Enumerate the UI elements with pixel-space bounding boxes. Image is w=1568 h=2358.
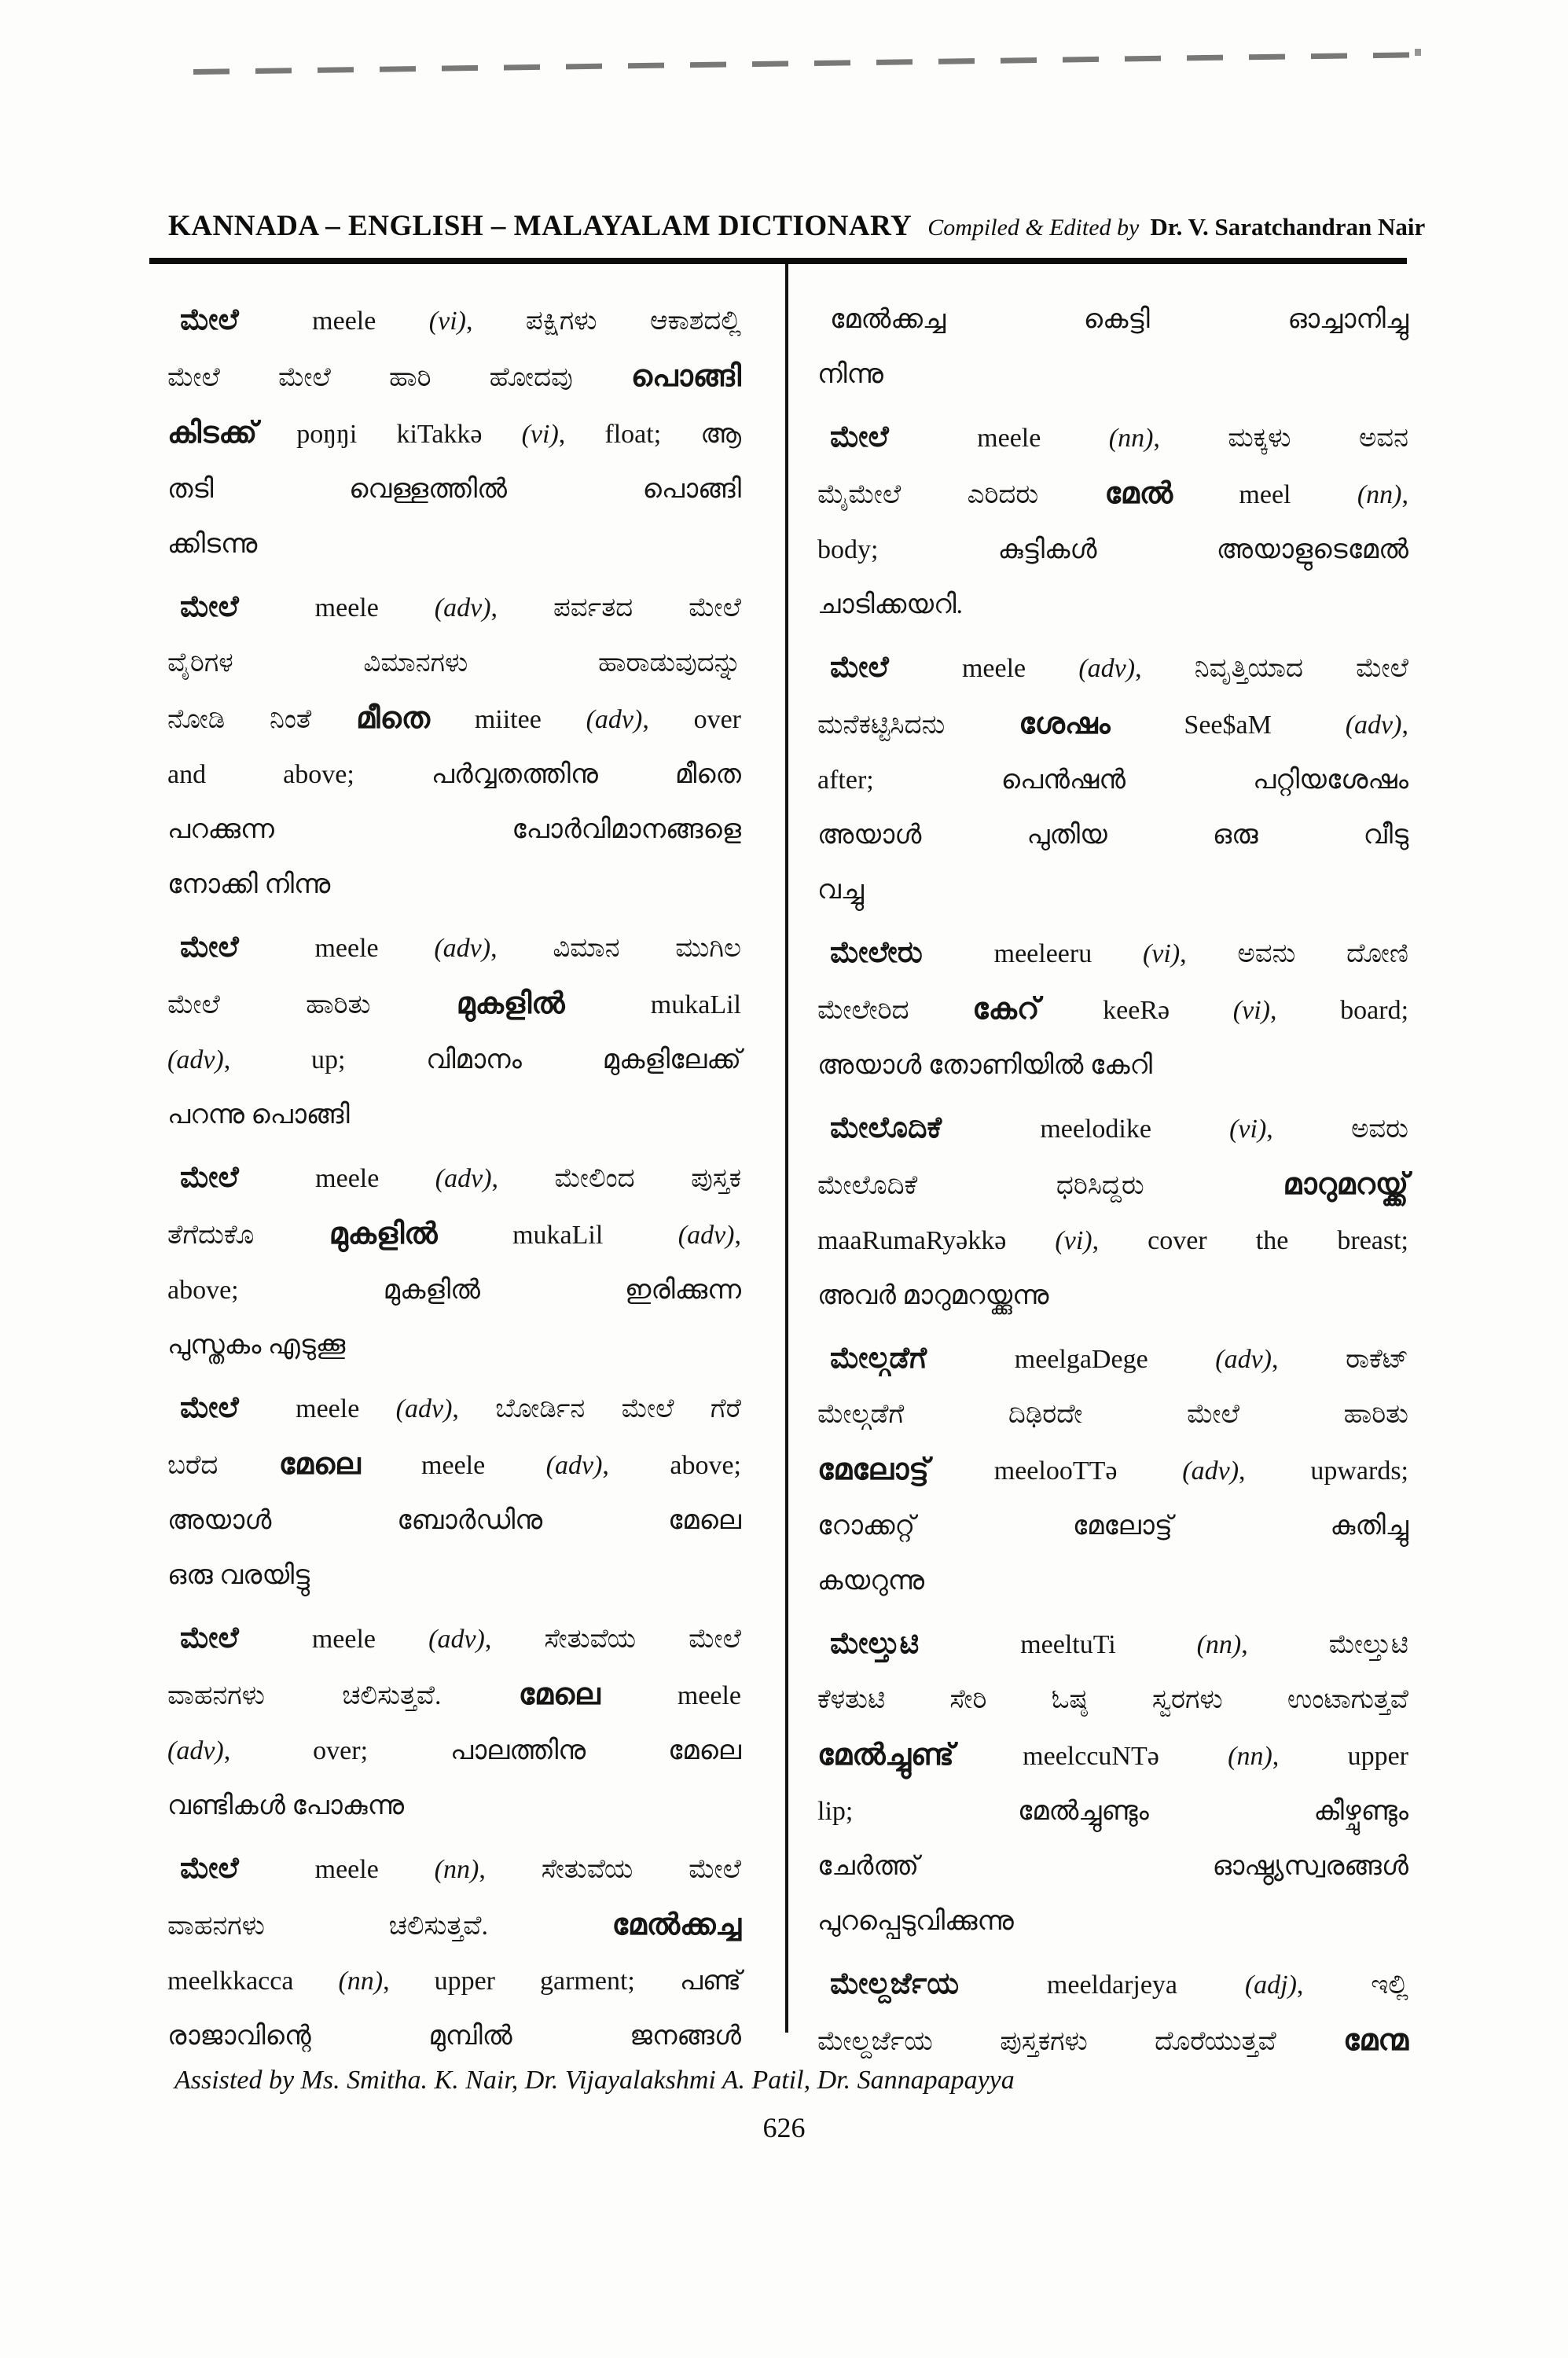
- entry-text: meele: [360, 1451, 546, 1480]
- entry-line: [817, 1100, 1408, 1157]
- entry-text: പുസ്തകം എടുക്കൂ: [167, 1331, 346, 1360]
- entry-text: ಮೇಲೆ ಹಾರಿತು: [167, 990, 457, 1019]
- entry-text: meelgaDege: [947, 1345, 1216, 1374]
- entry-text: അയാൾ പുതിയ ഒരു വീടു: [817, 821, 1408, 850]
- dictionary-entry: [167, 1150, 741, 1373]
- entry-line: [817, 808, 1408, 863]
- entry-text: meele: [909, 424, 1109, 453]
- entry-line: [817, 1499, 1408, 1554]
- entry-line: [167, 1150, 741, 1207]
- page-header: [168, 209, 1426, 243]
- dictionary-title: KANNADA – ENGLISH – MALAYALAM DICTIONARY: [168, 210, 913, 242]
- entry-text: അയാൾ ബോർഡിനു മേലെ: [167, 1506, 741, 1535]
- entry-text: ವಾಹನಗಳು ಚಲಿಸುತ್ತವೆ.: [167, 1681, 519, 1710]
- pos-tag: (adj): [1244, 1971, 1297, 2000]
- entry-text: പറന്നു പൊങ്ങി: [167, 1100, 350, 1129]
- entry-text: ಮೇಲ್ಗಡೆಗೆ ದಿಢಿರದೇ ಮೇಲೆ ಹಾರಿತು: [817, 1400, 1408, 1429]
- headword-text: ಮೇಲೊದಿಕೆ: [830, 1111, 942, 1144]
- entry-text: meelkkacca: [167, 1967, 339, 1996]
- entry-text: meele: [259, 1394, 396, 1423]
- headword-text: കിടക്ക്: [167, 417, 258, 450]
- entry-text: keeRə: [1039, 996, 1233, 1025]
- entry-line: [167, 747, 741, 803]
- pos-tag: (adv): [678, 1221, 735, 1250]
- pos-tag: (adv): [167, 1045, 224, 1074]
- pos-tag: (adv): [435, 1164, 492, 1193]
- entry-text: meele: [600, 1681, 742, 1710]
- entry-text: body; കുട്ടികൾ അയാളുടെമേൽ: [817, 535, 1408, 564]
- dictionary-entry: [167, 1611, 741, 1834]
- entry-line: [167, 976, 741, 1033]
- entry-text: ചാടിക്കയറി.: [817, 590, 964, 619]
- entry-line: [167, 691, 741, 747]
- headword-text: മേലെ: [278, 1448, 361, 1481]
- entry-text: meele: [259, 1855, 435, 1884]
- entry-text: , upper garment; പണ്ട്: [383, 1967, 742, 1996]
- entry-line: [817, 640, 1408, 696]
- entry-line: [817, 1894, 1408, 1949]
- headword-text: ಮೇಲೆ: [180, 931, 239, 964]
- entry-text: meelodike: [962, 1115, 1230, 1144]
- entry-line: [167, 579, 741, 636]
- entry-text: കയറുന്നു: [817, 1566, 924, 1596]
- pos-tag: (vi): [1229, 1115, 1267, 1144]
- entry-text: ಮೈಮೇಲೆ ಎರಿದರು: [817, 480, 1105, 509]
- entry-text: , ಮಕ್ಕಳು ಅವನ: [1153, 424, 1409, 453]
- headword-text: ശേഷം: [1019, 707, 1111, 740]
- headword-text: മേൽ: [1104, 477, 1173, 510]
- entry-line: [167, 1207, 741, 1263]
- entry-text: , above;: [602, 1451, 741, 1480]
- entry-text: meeldarjeya: [979, 1971, 1245, 2000]
- entry-text: ಮೇಲೊದಿಕೆ ಧರಿಸಿದ್ದರು: [817, 1171, 1283, 1200]
- entry-text: അവർ മാറുമറയ്ക്കുന്നു: [817, 1281, 1049, 1310]
- entry-text: മേൽക്കച്ച കെട്ടി ഓച്ചാനിച്ചു: [830, 305, 1408, 334]
- entry-text: , upwards;: [1239, 1456, 1408, 1486]
- entry-line: [167, 1897, 741, 1954]
- entry-text: after; പെൻഷൻ പറ്റിയശേഷം: [817, 766, 1408, 795]
- headword-text: ಮೇಲ್ದರ್ಜೆಯ: [830, 1967, 960, 2000]
- dictionary-entry: [817, 292, 1408, 402]
- entry-text: , ಅವನು ದೋಣಿ: [1180, 939, 1408, 968]
- entry-text: meele: [259, 593, 435, 623]
- entry-text: mukaLil: [437, 1221, 678, 1250]
- compiled-by-label: Compiled & Edited by: [927, 215, 1140, 241]
- entry-line: [817, 1956, 1408, 2013]
- pos-tag: (nn): [1357, 480, 1402, 509]
- headword-text: പൊങ്ങി: [630, 360, 741, 393]
- entry-text: meele: [909, 654, 1079, 683]
- entry-text: പറക്കുന്ന പോർവിമാനങ്ങളെ: [167, 815, 741, 844]
- entry-line: [167, 1954, 741, 2009]
- pos-tag: (adv): [428, 1625, 485, 1654]
- pos-tag: (adv): [395, 1394, 453, 1423]
- headword-text: കേറ്: [972, 993, 1040, 1026]
- page-number: 626: [762, 2112, 806, 2143]
- entry-line: [817, 982, 1408, 1038]
- dictionary-entry: [167, 1380, 741, 1603]
- entry-text: , ಅವರು: [1266, 1115, 1408, 1144]
- header-rule: [149, 258, 1407, 264]
- headword-text: ಮೇಲೇರು: [830, 936, 923, 969]
- entry-line: [817, 1269, 1408, 1324]
- entry-line: [167, 636, 741, 691]
- torn-edge-dash-fragment: [1415, 49, 1421, 56]
- entry-line: [817, 925, 1408, 982]
- dictionary-entry: [817, 1956, 1408, 2070]
- entry-line: [817, 1157, 1408, 1214]
- editor-name: Dr. V. Saratchandran Nair: [1150, 213, 1426, 241]
- entry-line: [817, 1387, 1408, 1442]
- entry-line: [167, 1318, 741, 1373]
- entry-text: , ಮೇಲಿಂದ ಪುಸ್ತಕ: [491, 1164, 742, 1193]
- entry-text: നോക്കി നിന്നു: [167, 870, 331, 899]
- entry-text: ಮೇಲೇರಿದ: [817, 996, 973, 1025]
- entry-line: [167, 803, 741, 858]
- entry-line: [167, 1380, 741, 1437]
- pos-tag: (adv): [586, 705, 643, 734]
- torn-edge-dashed-line: [193, 52, 1423, 75]
- entry-text: ವಾಹನಗಳು ಚಲಿಸುತ್ತವೆ.: [167, 1912, 612, 1941]
- dictionary-entry: [167, 579, 741, 913]
- entry-text: ഒരു വരയിട്ടു: [167, 1561, 310, 1590]
- entry-text: ചേർത്ത് ഓഷ്ഠ്യസ്വരങ്ങൾ: [817, 1852, 1408, 1881]
- entry-line: [817, 1839, 1408, 1894]
- entry-text: ಮನೆಕಟ್ಟಿಸಿದನು: [817, 711, 1019, 740]
- entry-line: [817, 1784, 1408, 1839]
- entry-line: [167, 517, 741, 572]
- entry-line: [817, 753, 1408, 808]
- column-right: [817, 292, 1408, 2077]
- entry-text: meele: [259, 1625, 429, 1654]
- pos-tag: (adv): [1215, 1345, 1272, 1374]
- entry-line: [167, 2009, 741, 2064]
- entry-text: , ರಾಕೆಟ್: [1272, 1345, 1409, 1374]
- headword-text: ಮೇಲೆ: [830, 651, 889, 684]
- pos-tag: (vi): [1232, 996, 1270, 1025]
- entry-text: meele: [259, 307, 429, 336]
- entry-text: , up; വിമാനം മുകളിലേക്ക്: [223, 1045, 741, 1074]
- entry-text: , ವಿಮಾನ ಮುಗಿಲ: [490, 934, 741, 963]
- headword-text: ಮೇಲೆ: [180, 1391, 239, 1424]
- entry-line: [817, 1038, 1408, 1093]
- dictionary-entry: [817, 1331, 1408, 1609]
- headword-text: മാറുമറയ്ക്ക്: [1283, 1168, 1408, 1201]
- entry-text: വച്ചു: [817, 876, 864, 905]
- entry-text: ,: [1401, 711, 1408, 740]
- entry-line: [817, 2013, 1408, 2070]
- entry-line: [817, 1442, 1408, 1499]
- entry-line: [817, 1331, 1408, 1387]
- entry-text: poŋŋi kiTakkə: [257, 420, 522, 449]
- headword-text: മേന്മ: [1343, 2024, 1408, 2057]
- entry-text: ,: [734, 1221, 741, 1250]
- pos-tag: (adv): [1345, 711, 1402, 740]
- headword-text: ಮೇಲ್ತುಟಿ: [830, 1627, 920, 1660]
- entry-line: [167, 462, 741, 517]
- entry-line: [167, 858, 741, 913]
- entry-text: രാജാവിന്റെ മുമ്പിൽ ജനങ്ങൾ: [167, 2022, 741, 2051]
- entry-text: , board;: [1269, 996, 1409, 1025]
- entry-line: [817, 578, 1408, 633]
- entry-text: ತೆಗೆದುಕೊ: [167, 1221, 329, 1250]
- entry-line: [817, 347, 1408, 402]
- dictionary-entry: [167, 920, 741, 1143]
- entry-line: [167, 406, 741, 462]
- entry-line: [167, 1493, 741, 1548]
- pos-tag: (nn): [434, 1855, 479, 1884]
- pos-tag: (adv): [434, 934, 491, 963]
- entry-line: [167, 1779, 741, 1834]
- headword-text: ಮೇಲೆ: [180, 1852, 239, 1885]
- dictionary-entry: [167, 1841, 741, 2064]
- pos-tag: (vi): [428, 307, 466, 336]
- entry-text: See$aM: [1110, 711, 1346, 740]
- headword-text: മേലോട്ട്: [817, 1453, 929, 1486]
- entry-text: meeleeru: [942, 939, 1143, 968]
- pos-tag: (adv): [1182, 1456, 1239, 1486]
- pos-tag: (adv): [1078, 654, 1136, 683]
- entry-line: [817, 292, 1408, 347]
- entry-text: , upper: [1272, 1742, 1408, 1771]
- entry-text: , ನಿವೃತ್ತಿಯಾದ ಮೇಲೆ: [1135, 654, 1408, 683]
- dictionary-entry: [817, 1100, 1408, 1324]
- pos-tag: (nn): [1108, 424, 1154, 453]
- footer-credits: Assisted by Ms. Smitha. K. Nair, Dr. Vijayalakshmi A. Patil, Dr. Sannapapayya: [174, 2066, 1015, 2095]
- headword-text: മീതെ: [356, 702, 431, 735]
- pos-tag: (adv): [167, 1736, 224, 1765]
- dictionary-entry: [817, 410, 1408, 633]
- headword-text: ಮೇಲೆ: [180, 590, 239, 623]
- entry-line: [817, 410, 1408, 466]
- entry-text: , ಸೇತುವೆಯ ಮೇಲೆ: [479, 1855, 741, 1884]
- entry-text: meelooTTə: [928, 1456, 1183, 1486]
- entry-text: lip; മേൽച്ചുണ്ടും കീഴ്ചുണ്ടും: [817, 1797, 1408, 1826]
- entry-text: miitee: [430, 705, 586, 734]
- entry-line: [167, 1841, 741, 1897]
- entry-line: [167, 920, 741, 976]
- entry-text: റോക്കറ്റ് മേലോട്ട് കുതിച്ചു: [817, 1511, 1408, 1541]
- entry-text: , over: [642, 705, 741, 734]
- headword-text: മേൽക്കച്ച: [611, 1908, 741, 1941]
- entry-text: ಮೇಲೆ ಮೇಲೆ ಹಾರಿ ಹೋದವು: [167, 363, 631, 392]
- entry-line: [167, 292, 741, 349]
- entry-text: meel: [1173, 480, 1357, 509]
- entry-text: വണ്ടികൾ പോകുന്നു: [167, 1791, 405, 1820]
- pos-tag: (nn): [338, 1967, 384, 1996]
- dictionary-entry: [817, 1616, 1408, 1949]
- entry-line: [167, 1088, 741, 1143]
- dictionary-entry: [167, 292, 741, 572]
- entry-line: [167, 1033, 741, 1088]
- entry-text: ನೋಡಿ ನಿಂತೆ: [167, 705, 357, 734]
- entry-line: [817, 1554, 1408, 1609]
- headword-text: ಮೇಲೆ: [830, 421, 889, 454]
- entry-text: , ಬೋರ್ಡಿನ ಮೇಲೆ ಗೆರೆ: [452, 1394, 741, 1423]
- entry-text: ക്കിടന്നു: [167, 530, 258, 559]
- entry-text: അയാൾ തോണിയിൽ കേറി: [817, 1051, 1153, 1080]
- entry-text: maaRumaRyəkkə: [817, 1226, 1056, 1255]
- pos-tag: (adv): [434, 593, 491, 623]
- entry-text: , ಪರ್ವತದ ಮೇಲೆ: [490, 593, 741, 623]
- headword-text: മുകളിൽ: [329, 1218, 438, 1251]
- entry-line: [167, 1548, 741, 1603]
- entry-text: , ಮೇಲ್ತುಟಿ: [1241, 1630, 1408, 1659]
- headword-text: മേലെ: [518, 1678, 600, 1711]
- entry-text: meele: [259, 1164, 435, 1193]
- entry-text: and above; പർവ്വതത്തിനു മീതെ: [167, 760, 741, 789]
- entry-line: [817, 696, 1408, 753]
- headword-text: ಮೇಲ್ಗಡೆಗೆ: [830, 1342, 927, 1375]
- pos-tag: (adv): [545, 1451, 603, 1480]
- entry-text: meeltuTi: [939, 1630, 1197, 1659]
- entry-text: ,: [1401, 480, 1408, 509]
- headword-text: മേൽച്ചുണ്ട്: [817, 1739, 954, 1772]
- entry-line: [817, 1214, 1408, 1269]
- pos-tag: (vi): [521, 420, 559, 449]
- headword-text: ಮೇಲೆ: [180, 303, 239, 336]
- entry-line: [167, 1611, 741, 1667]
- entry-text: പുറപ്പെടുവിക്കുന്നു: [817, 1907, 1014, 1936]
- entry-text: , float; ആ: [558, 420, 741, 449]
- headword-text: ಮೇಲೆ: [180, 1622, 239, 1655]
- entry-text: , ಪಕ್ಷಿಗಳು ಆಕಾಶದಲ್ಲಿ: [465, 307, 742, 336]
- entry-text: തടി വെള്ളത്തിൽ പൊങ്ങി: [167, 475, 741, 504]
- entry-line: [167, 1437, 741, 1493]
- entry-text: mukaLil: [564, 990, 741, 1019]
- pos-tag: (vi): [1055, 1226, 1092, 1255]
- entry-line: [167, 1263, 741, 1318]
- pos-tag: (nn): [1196, 1630, 1242, 1659]
- headword-text: മുകളിൽ: [456, 987, 565, 1020]
- entry-line: [817, 1728, 1408, 1784]
- entry-text: meelccuNTə: [953, 1742, 1228, 1771]
- column-left: [167, 292, 741, 2071]
- entry-line: [167, 1667, 741, 1724]
- entry-text: ವೈರಿಗಳ ವಿಮಾನಗಳು ಹಾರಾಡುವುದನ್ನು: [167, 648, 741, 678]
- entry-line: [817, 523, 1408, 578]
- entry-text: , ಸೇತುವೆಯ ಮೇಲೆ: [484, 1625, 741, 1654]
- entry-text: , over; പാലത്തിനു മേലെ: [223, 1736, 741, 1765]
- entry-text: above; മുകളിൽ ഇരിക്കുന്ന: [167, 1276, 741, 1305]
- entry-line: [167, 1724, 741, 1779]
- entry-text: നിന്നു: [817, 360, 883, 389]
- column-divider: [785, 264, 788, 2033]
- entry-line: [167, 349, 741, 406]
- entry-text: , cover the breast;: [1092, 1226, 1409, 1255]
- entry-text: ಬರೆದ: [167, 1451, 279, 1480]
- entry-text: , ಇಲ್ಲಿ: [1296, 1971, 1408, 2000]
- entry-line: [817, 863, 1408, 918]
- entry-line: [817, 1616, 1408, 1673]
- entry-line: [817, 466, 1408, 523]
- entry-text: ಕೆಳತುಟಿ ಸೇರಿ ಓಷ್ಠ ಸ್ವರಗಳು ಉಂಟಾಗುತ್ತವೆ: [817, 1685, 1408, 1714]
- dictionary-entry: [817, 925, 1408, 1093]
- entry-text: meele: [259, 934, 435, 963]
- entry-line: [817, 1673, 1408, 1728]
- entry-text: ಮೇಲ್ದರ್ಜೆಯ ಪುಸ್ತಕಗಳು ದೊರೆಯುತ್ತವೆ: [817, 2027, 1344, 2056]
- dictionary-entry: [817, 640, 1408, 918]
- pos-tag: (nn): [1228, 1742, 1272, 1771]
- headword-text: ಮೇಲೆ: [180, 1161, 239, 1194]
- pos-tag: (vi): [1142, 939, 1181, 968]
